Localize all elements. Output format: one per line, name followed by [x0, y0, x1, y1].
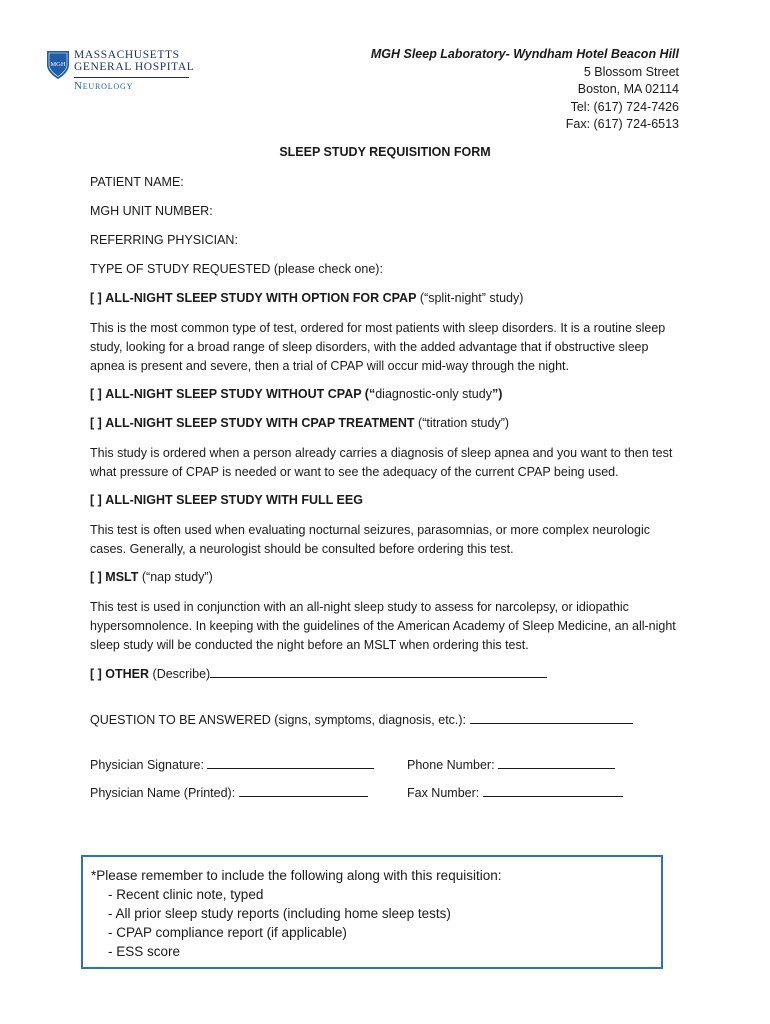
- option-note: (“split-night” study): [419, 291, 524, 305]
- referring-physician-field[interactable]: REFERRING PHYSICIAN:: [90, 233, 238, 247]
- option-full-eeg[interactable]: [90, 492, 685, 521]
- option-note: (Describe): [152, 667, 211, 681]
- shield-text: MGH: [50, 61, 66, 68]
- printed-name-row: [90, 784, 685, 812]
- lab-address-block: [371, 46, 679, 134]
- fax-number-field[interactable]: [407, 784, 623, 800]
- option-label: OTHER: [105, 667, 150, 681]
- checkbox-diagnostic[interactable]: [ ]: [90, 387, 102, 401]
- city-state-zip: Boston, MA 02114: [577, 82, 679, 96]
- mgh-shield-icon: [46, 50, 70, 80]
- phone-number-field[interactable]: [407, 756, 615, 772]
- checkbox-other[interactable]: [ ]: [90, 667, 102, 681]
- option-note-close: ”): [491, 387, 503, 401]
- signature-row: [90, 756, 685, 784]
- option-other[interactable]: [90, 665, 685, 694]
- option-label: ALL-NIGHT SLEEP STUDY WITHOUT CPAP (“: [105, 387, 376, 401]
- phone-line[interactable]: [498, 756, 615, 769]
- physician-name-field[interactable]: [90, 784, 368, 800]
- option-label: ALL-NIGHT SLEEP STUDY WITH OPTION FOR CPAP: [105, 291, 417, 305]
- option-split-night[interactable]: [90, 290, 685, 319]
- street-address: 5 Blossom Street: [583, 64, 679, 79]
- printed-name-label: Physician Name (Printed):: [90, 786, 236, 800]
- signature-line[interactable]: [207, 756, 374, 769]
- org-name-line1: MASSACHUSETTS: [74, 49, 180, 61]
- option-mslt[interactable]: [90, 569, 685, 598]
- option-label: MSLT: [105, 570, 139, 584]
- checkbox-full-eeg[interactable]: [ ]: [90, 493, 102, 507]
- reminder-item: - CPAP compliance report (if applicable): [108, 925, 347, 940]
- option-label: ALL-NIGHT SLEEP STUDY WITH CPAP TREATMENT: [105, 416, 415, 430]
- printed-name-line[interactable]: [239, 784, 368, 797]
- checkbox-split-night[interactable]: [ ]: [90, 291, 102, 305]
- fax: Fax: (617) 724-6513: [565, 117, 679, 131]
- option-label: ALL-NIGHT SLEEP STUDY WITH FULL EEG: [105, 493, 363, 507]
- question-to-be-answered[interactable]: [90, 711, 685, 740]
- checkbox-mslt[interactable]: [ ]: [90, 570, 102, 584]
- telephone: Tel: (617) 724-7426: [570, 99, 679, 114]
- logo-divider: [74, 77, 189, 78]
- option-titration[interactable]: [90, 415, 685, 444]
- question-input-line[interactable]: [470, 711, 633, 724]
- reminder-item: - All prior sleep study reports (including home sleep tests): [108, 906, 451, 921]
- patient-name-field[interactable]: PATIENT NAME:: [90, 175, 184, 189]
- other-description-line[interactable]: [210, 665, 547, 678]
- requisition-reminder-box: [81, 855, 663, 969]
- phone-label: Phone Number:: [407, 758, 495, 772]
- unit-number-field[interactable]: MGH UNIT NUMBER:: [90, 204, 213, 218]
- org-name-line2: GENERAL HOSPITAL: [74, 61, 195, 73]
- option-note: (“titration study”): [418, 416, 510, 430]
- question-label: QUESTION TO BE ANSWERED (signs, symptoms, diagnosis, etc.):: [90, 713, 467, 727]
- option-note: diagnostic-only study: [375, 387, 492, 401]
- mgh-neurology-logo: [46, 48, 206, 98]
- physician-signature-field[interactable]: [90, 756, 374, 772]
- checkbox-titration[interactable]: [ ]: [90, 416, 102, 430]
- lab-name: MGH Sleep Laboratory- Wyndham Hotel Beacon Hill: [370, 47, 679, 61]
- study-type-label: TYPE OF STUDY REQUESTED (please check one):: [90, 262, 383, 276]
- form-title: SLEEP STUDY REQUISITION FORM: [279, 145, 491, 159]
- fax-line[interactable]: [483, 784, 623, 797]
- department-name: Neurology: [74, 80, 134, 92]
- reminder-item: - ESS score: [108, 944, 181, 959]
- reminder-heading: *Please remember to include the following along with this requisition:: [91, 868, 502, 883]
- mslt-description: This test is used in conjunction with an all-night sleep study to assess for narcolepsy, or idiopathic hypersomnolence. In keeping with the guidelines of the American Academy of Sleep Medicine, an all-night sleep study will be conducted the night before an MSLT when ordering this test.: [90, 600, 676, 652]
- option-diagnostic[interactable]: [90, 386, 685, 415]
- split-night-description: This is the most common type of test, ordered for most patients with sleep disorders. It is a routine sleep study, looking for a broad range of sleep disorders, with the added advantage that if obstructive sleep apnea is present and severe, then a trial of CPAP will occur mid-way through the night.: [90, 321, 666, 373]
- fax-label: Fax Number:: [407, 786, 480, 800]
- titration-description: This study is ordered when a person already carries a diagnosis of sleep apnea and you want to then test what pressure of CPAP is needed or want to see the adequacy of the current CPAP being used.: [90, 446, 673, 479]
- reminder-item: - Recent clinic note, typed: [108, 887, 264, 902]
- form-body: [90, 174, 685, 812]
- full-eeg-description: This test is often used when evaluating nocturnal seizures, parasomnias, or more complex neurologic cases. Generally, a neurologist should be consulted before ordering this test.: [90, 523, 651, 556]
- signature-label: Physician Signature:: [90, 758, 204, 772]
- option-note: (“nap study”): [141, 570, 213, 584]
